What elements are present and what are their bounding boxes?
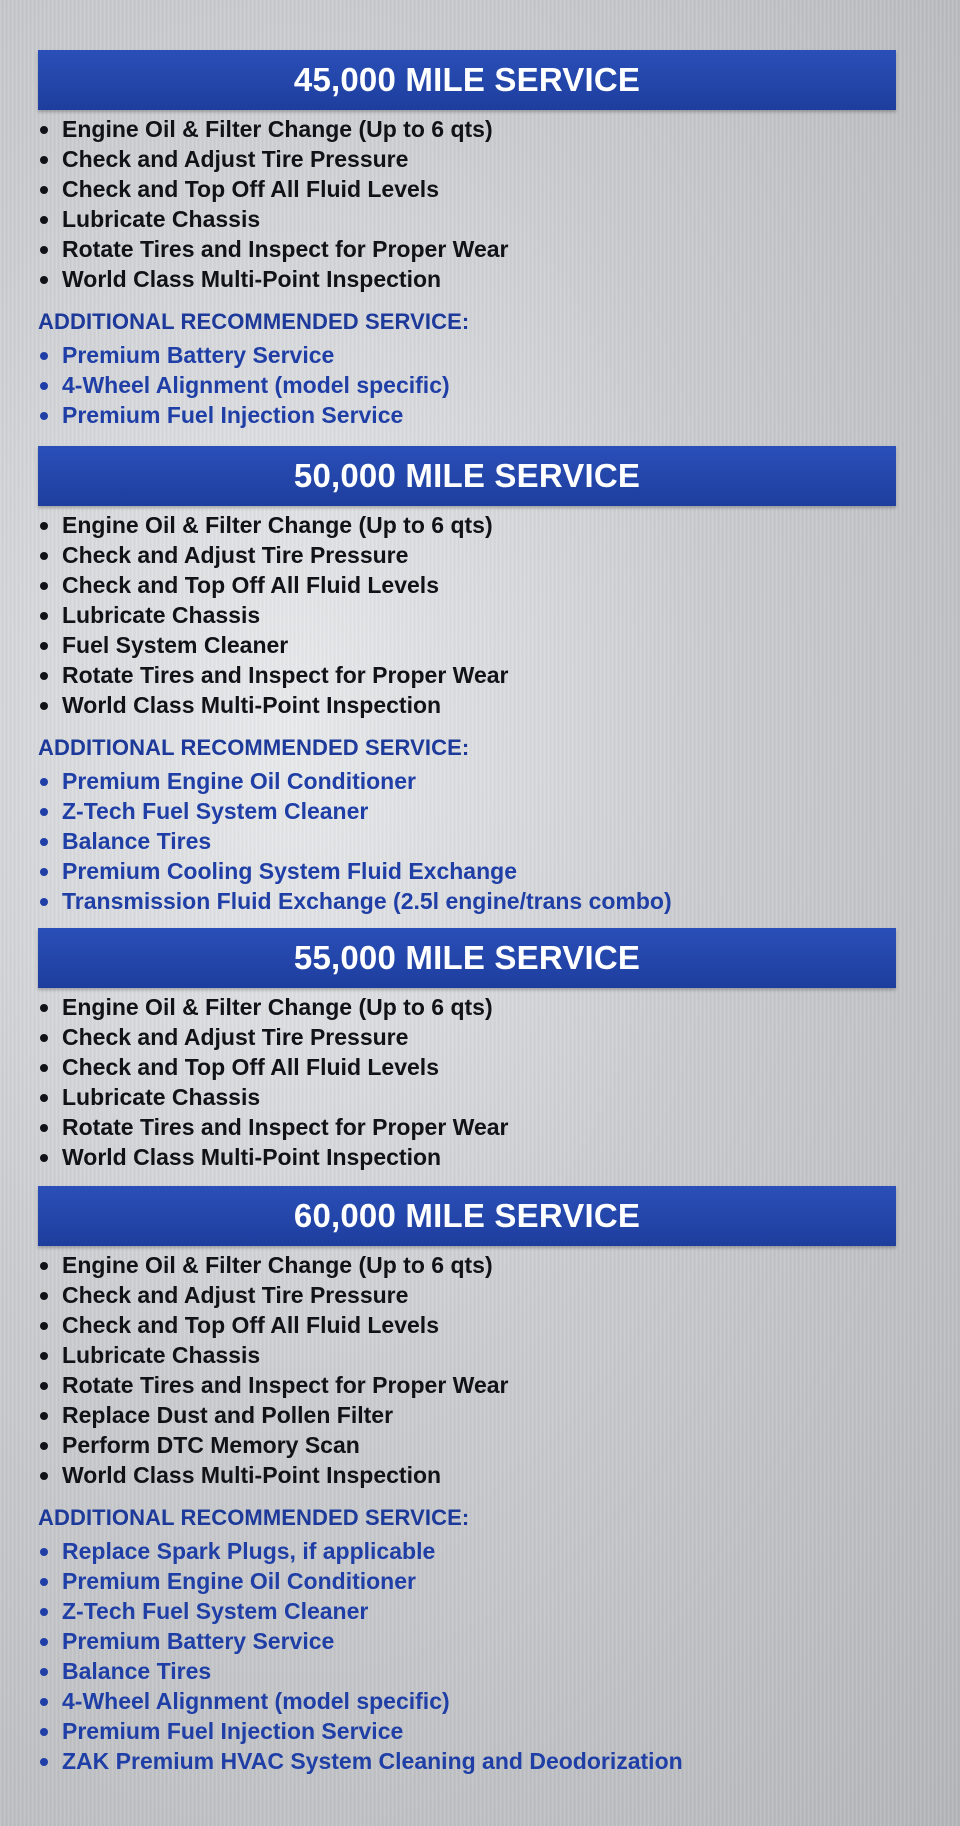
additional-service-item: Premium Fuel Injection Service bbox=[38, 1716, 896, 1746]
section-title-banner: 50,000 MILE SERVICE bbox=[38, 446, 896, 506]
additional-service-item: Balance Tires bbox=[38, 1656, 896, 1686]
additional-service-heading: ADDITIONAL RECOMMENDED SERVICE: bbox=[38, 735, 470, 760]
service-item: Engine Oil & Filter Change (Up to 6 qts) bbox=[38, 510, 896, 540]
section-60000 bbox=[38, 1186, 896, 1776]
additional-service-item: Premium Engine Oil Conditioner bbox=[38, 766, 896, 796]
service-item: Lubricate Chassis bbox=[38, 600, 896, 630]
service-item: Check and Top Off All Fluid Levels bbox=[38, 174, 896, 204]
service-item: Perform DTC Memory Scan bbox=[38, 1430, 896, 1460]
service-item: World Class Multi-Point Inspection bbox=[38, 1142, 896, 1172]
service-item: Engine Oil & Filter Change (Up to 6 qts) bbox=[38, 114, 896, 144]
additional-service-list bbox=[38, 1536, 896, 1776]
additional-service-heading: ADDITIONAL RECOMMENDED SERVICE: bbox=[38, 1505, 470, 1530]
service-item: Engine Oil & Filter Change (Up to 6 qts) bbox=[38, 1250, 896, 1280]
additional-service-item: Replace Spark Plugs, if applicable bbox=[38, 1536, 896, 1566]
service-item: Check and Top Off All Fluid Levels bbox=[38, 1052, 896, 1082]
service-item: Rotate Tires and Inspect for Proper Wear bbox=[38, 234, 896, 264]
service-list bbox=[38, 1250, 896, 1490]
service-item: World Class Multi-Point Inspection bbox=[38, 690, 896, 720]
additional-service-item: Z-Tech Fuel System Cleaner bbox=[38, 1596, 896, 1626]
service-item: Rotate Tires and Inspect for Proper Wear bbox=[38, 1370, 896, 1400]
service-list bbox=[38, 510, 896, 720]
service-item: Check and Top Off All Fluid Levels bbox=[38, 1310, 896, 1340]
service-item: Replace Dust and Pollen Filter bbox=[38, 1400, 896, 1430]
additional-service-item: Premium Cooling System Fluid Exchange bbox=[38, 856, 896, 886]
service-item: Engine Oil & Filter Change (Up to 6 qts) bbox=[38, 992, 896, 1022]
section-50000 bbox=[38, 446, 896, 916]
service-item: Check and Top Off All Fluid Levels bbox=[38, 570, 896, 600]
additional-service-heading: ADDITIONAL RECOMMENDED SERVICE: bbox=[38, 309, 470, 334]
service-item: World Class Multi-Point Inspection bbox=[38, 1460, 896, 1490]
additional-service-item: Transmission Fluid Exchange (2.5l engine/trans combo) bbox=[38, 886, 896, 916]
additional-service-item: Premium Fuel Injection Service bbox=[38, 400, 896, 430]
additional-service-item: Premium Battery Service bbox=[38, 340, 896, 370]
additional-service-item: Balance Tires bbox=[38, 826, 896, 856]
service-item: Lubricate Chassis bbox=[38, 1340, 896, 1370]
additional-service-item: ZAK Premium HVAC System Cleaning and Deodorization bbox=[38, 1746, 896, 1776]
service-list bbox=[38, 992, 896, 1172]
service-item: Check and Adjust Tire Pressure bbox=[38, 540, 896, 570]
service-item: World Class Multi-Point Inspection bbox=[38, 264, 896, 294]
service-item: Check and Adjust Tire Pressure bbox=[38, 1280, 896, 1310]
service-item: Lubricate Chassis bbox=[38, 204, 896, 234]
service-item: Fuel System Cleaner bbox=[38, 630, 896, 660]
section-title-banner: 60,000 MILE SERVICE bbox=[38, 1186, 896, 1246]
additional-service-item: 4-Wheel Alignment (model specific) bbox=[38, 1686, 896, 1716]
service-list bbox=[38, 114, 896, 294]
additional-service-item: Premium Engine Oil Conditioner bbox=[38, 1566, 896, 1596]
service-item: Check and Adjust Tire Pressure bbox=[38, 1022, 896, 1052]
section-55000 bbox=[38, 928, 896, 1172]
service-item: Check and Adjust Tire Pressure bbox=[38, 144, 896, 174]
service-item: Lubricate Chassis bbox=[38, 1082, 896, 1112]
section-title-banner: 55,000 MILE SERVICE bbox=[38, 928, 896, 988]
additional-service-list bbox=[38, 340, 896, 430]
additional-service-item: 4-Wheel Alignment (model specific) bbox=[38, 370, 896, 400]
section-title-banner: 45,000 MILE SERVICE bbox=[38, 50, 896, 110]
service-item: Rotate Tires and Inspect for Proper Wear bbox=[38, 1112, 896, 1142]
service-item: Rotate Tires and Inspect for Proper Wear bbox=[38, 660, 896, 690]
additional-service-item: Z-Tech Fuel System Cleaner bbox=[38, 796, 896, 826]
section-45000 bbox=[38, 50, 896, 430]
additional-service-list bbox=[38, 766, 896, 916]
additional-service-item: Premium Battery Service bbox=[38, 1626, 896, 1656]
